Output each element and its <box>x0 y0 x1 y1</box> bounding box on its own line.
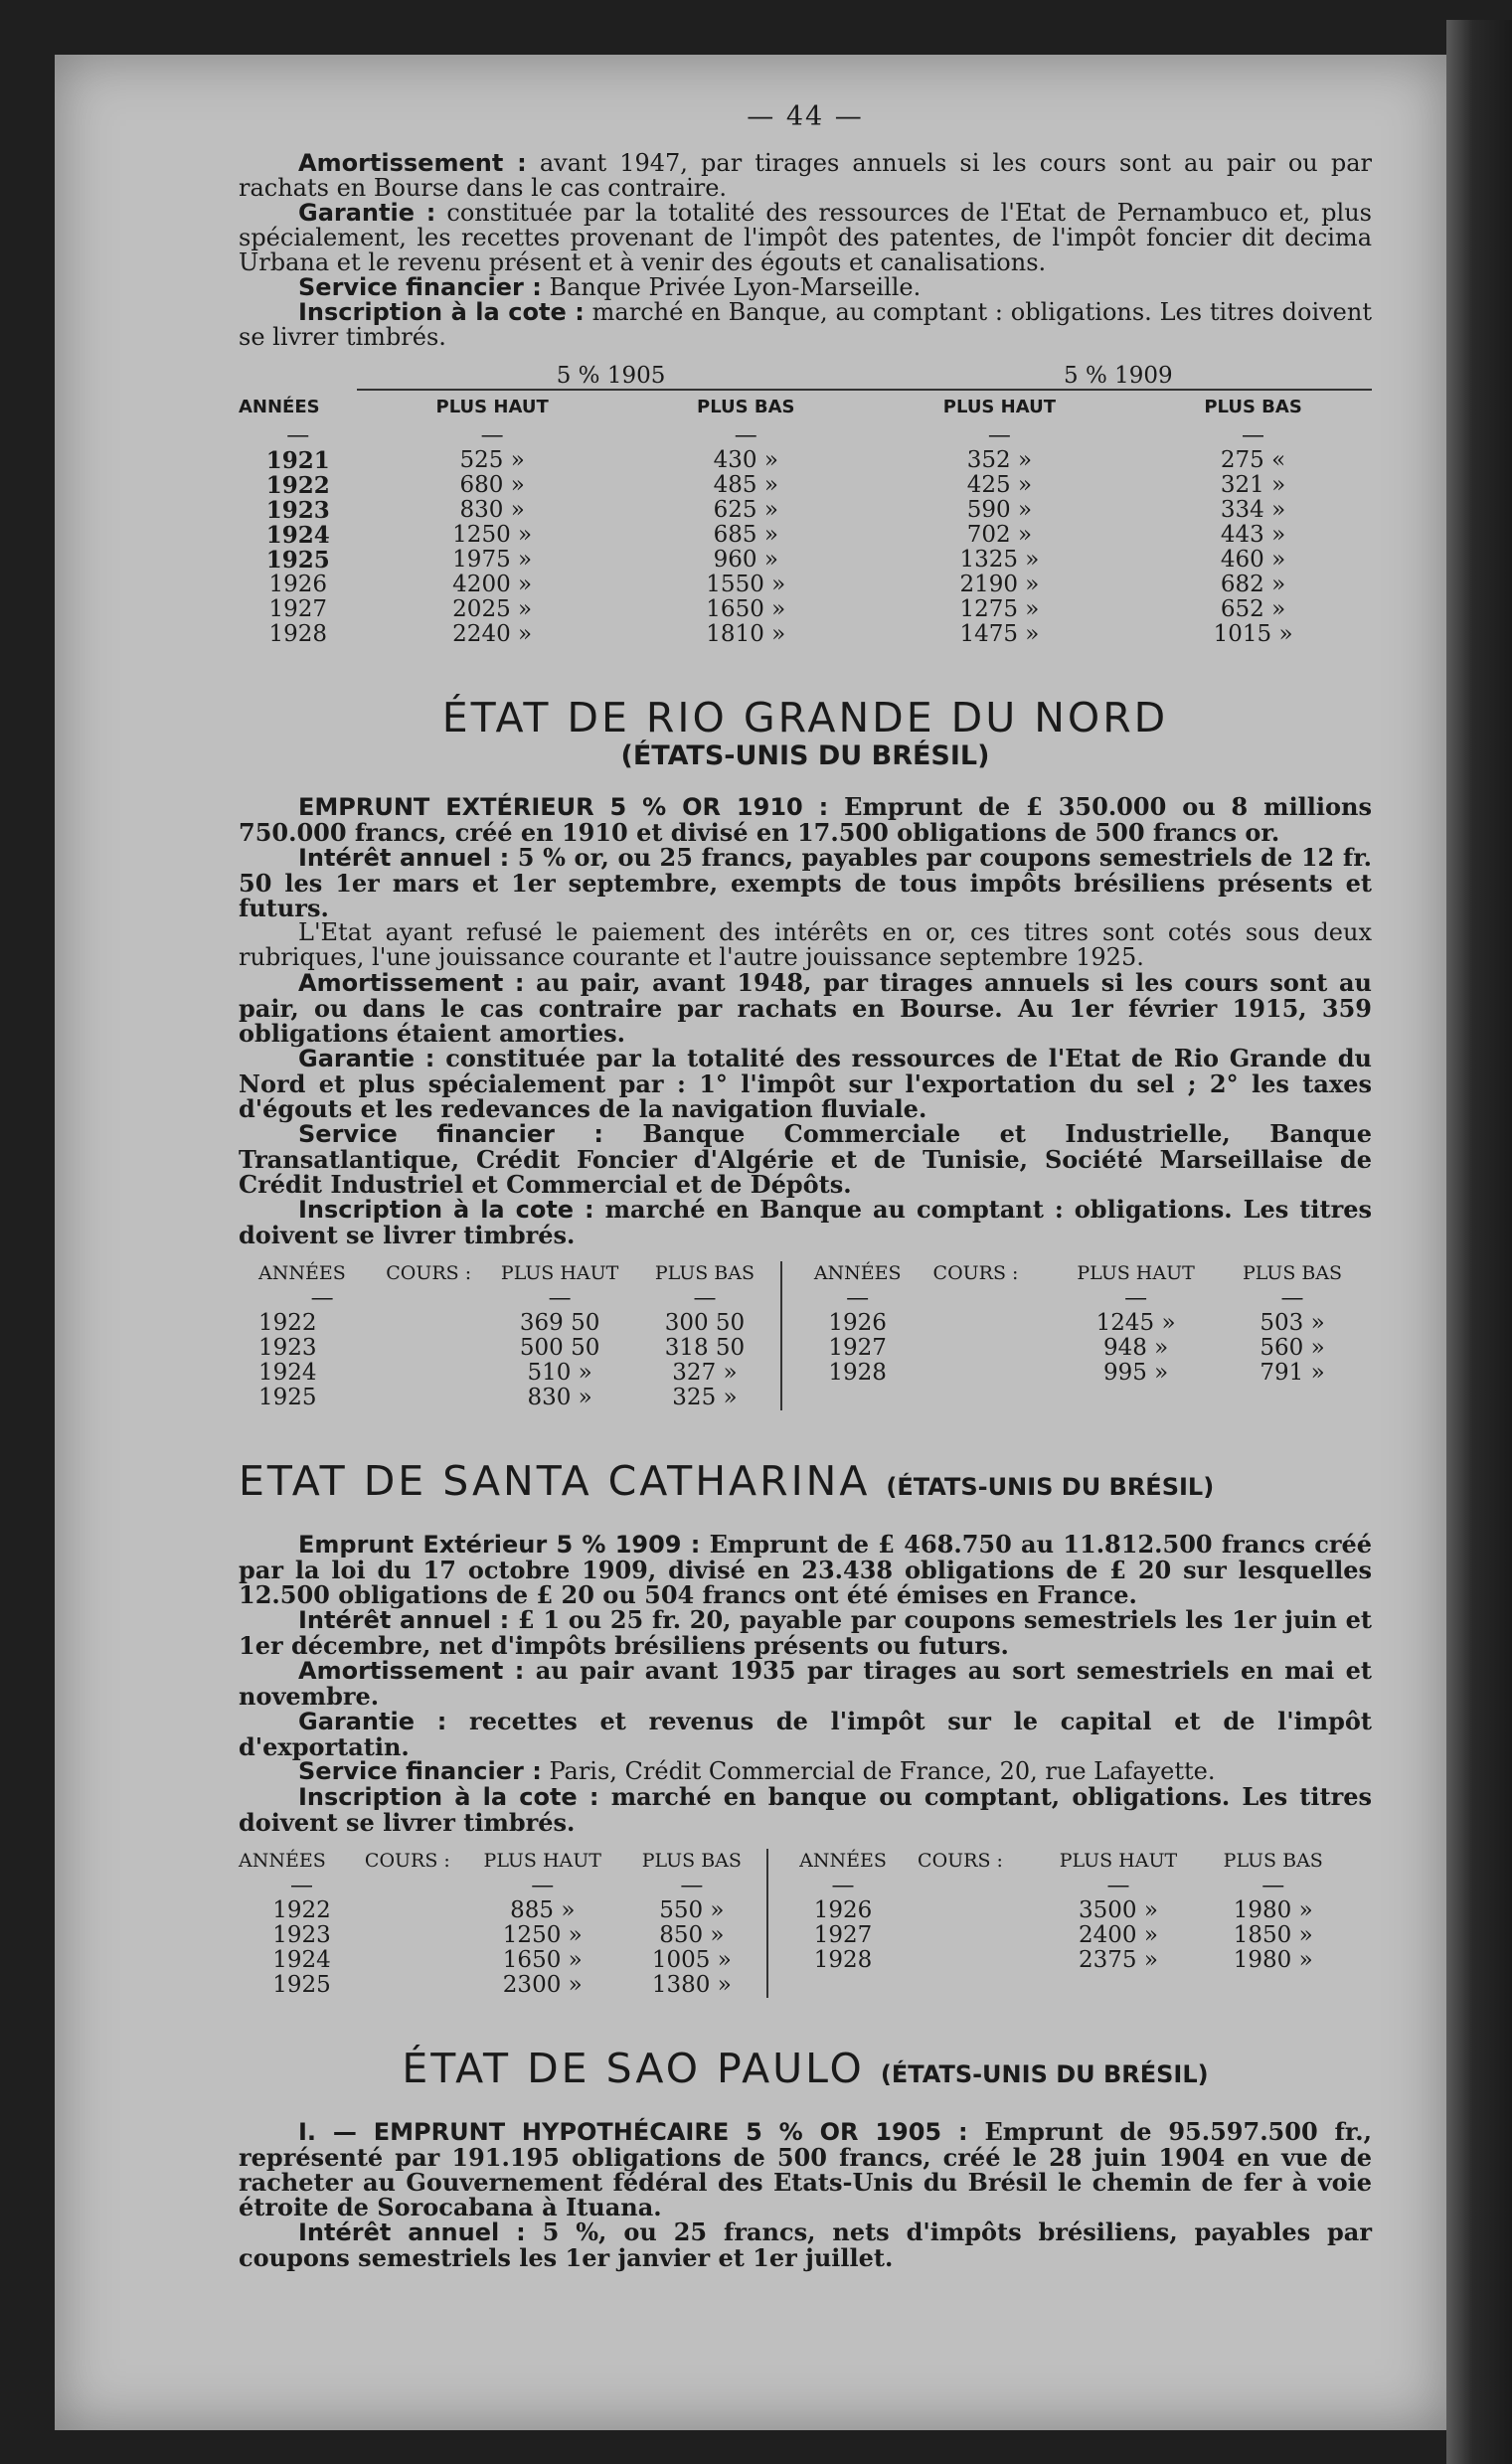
table-row: 1928 2240 » 1810 » 1475 » 1015 » <box>268 621 1293 647</box>
pernambuco-table: 5 % 1905 5 % 1909 ANNÉES PLUS HAUT PLUS BAS PLUS HAUT PLUS BAS — — — — — 1921 525 » 430 » 352 » 275 « 1922 680 » 485 » 425 » 321 » 1923 830 » 625 » 590 » 334 » 1924 1250 » 685 » 702 » 443 » 1925 1975 » 960 » 1325 » 460 » 1926 4200 » 1550 » 2190 » 682 » 1927 2025 » 1650 » 1275 » 652 » 1928 2240 » 1810 » 1475 » 1015 » <box>239 364 1372 647</box>
col-low-1909: PLUS BAS <box>1204 397 1302 417</box>
table-row: 1926 4200 » 1550 » 2190 » 682 » <box>268 572 1286 597</box>
group-1909: 5 % 1909 <box>865 364 1372 390</box>
page-edge <box>1446 20 1512 2464</box>
rio-garantie: Garantie : constituée par la totalité des ressources de l'Etat de Rio Grande du Nord et plus spécialement par : 1° l'impôt sur l'exportation du sel ; 2° les taxes d'égouts et les redevances de la navigation fluviale. <box>239 1044 1372 1123</box>
page-number: — 44 — <box>747 101 864 132</box>
col-annees: ANNÉES <box>239 396 320 417</box>
pernambuco-service: Service financier : Banque Privée Lyon-Marseille. <box>298 273 922 301</box>
sao-interet: Intérêt annuel : 5 %, ou 25 francs, nets d'impôts brésiliens, payables par coupons semestriels les 1er janvier et 1er juillet. <box>239 2218 1372 2272</box>
pernambuco-garantie: Garantie : constituée par la totalité des ressources de l'Etat de Pernambuco et, plus spécialement, les recettes provenant de l'impôt des patentes, de l'impôt foncier dit decima Urbana et le revenu présent et à venir des égouts et canalisations. <box>239 199 1372 276</box>
table-row: 1921 525 » 430 » 352 » 275 « <box>265 447 1286 474</box>
col-low-1905: PLUS BAS <box>697 397 795 417</box>
rio-subtitle: (ÉTATS-UNIS DU BRÉSIL) <box>620 740 990 771</box>
santa-service: Service financier : Paris, Crédit Commercial de France, 20, rue Lafayette. <box>298 1757 1216 1785</box>
table-row: 1922 885 » 550 » 1926 3500 » 1980 » <box>272 1897 1313 1923</box>
table-row: 1927 2025 » 1650 » 1275 » 652 » <box>268 596 1286 622</box>
pernambuco-amortissement: Amortissement : avant 1947, par tirages annuels si les cours sont au pair ou par rachats en Bourse dans le cas contraire. <box>239 149 1372 202</box>
rio-service: Service financier : Banque Commerciale et Industrielle, Banque Transatlantique, Crédit Foncier d'Algérie et de Tunisie, Société Marseillaise de Crédit Industriel et Commercial et de Dépôts. <box>239 1119 1372 1199</box>
rio-emprunt: EMPRUNT EXTÉRIEUR 5 % OR 1910 : Emprunt de £ 350.000 ou 8 millions 750.000 francs, créé en 1910 et divisé en 17.500 obligations de 500 francs or. <box>239 792 1373 847</box>
rio-etat: L'Etat ayant refusé le paiement des intérêts en or, ces titres sont cotés sous deux rubriques, l'une jouissance courante et l'autre jouissance septembre 1925. <box>239 918 1372 971</box>
santa-title: ETAT DE SANTA CATHARINA (ÉTATS-UNIS DU BRÉSIL) <box>239 1457 1215 1505</box>
table-row: 1922 680 » 485 » 425 » 321 » <box>265 472 1286 499</box>
document-content <box>239 101 1373 2272</box>
santa-interet: Intérêt annuel : £ 1 ou 25 fr. 20, payable par coupons semestriels les 1er juin et 1er décembre, net d'impôts brésiliens présents ou futurs. <box>239 1605 1373 1660</box>
table-row: 1922 369 50 300 50 1926 1245 » 503 » <box>258 1310 1325 1336</box>
sao-emprunt: I. — EMPRUNT HYPOTHÉCAIRE 5 % OR 1905 : Emprunt de 95.597.500 fr., représenté par 191.195 obligations de 500 francs, créé le 28 juin 1904 en vue de racheter au Gouvernement fédéral des Etats-Unis du Brésil le chemin de fer à voie étroite de Sorocabana à Ituana. <box>239 2117 1372 2221</box>
table-row: 1924 1650 » 1005 » 1928 2375 » 1980 » <box>272 1947 1313 1973</box>
col-high-1909: PLUS HAUT <box>942 397 1056 417</box>
santa-garantie: Garantie : recettes et revenus de l'impôt sur le capital et de l'impôt d'exportatin. <box>239 1707 1372 1761</box>
table-row: 1925 1975 » 960 » 1325 » 460 » <box>265 547 1286 574</box>
sao-title: ÉTAT DE SAO PAULO (ÉTATS-UNIS DU BRÉSIL) <box>402 2045 1209 2092</box>
table-row: 1923 1250 » 850 » 1927 2400 » 1850 » <box>272 1922 1313 1948</box>
sao-body <box>239 2119 1372 2270</box>
table-row: 1923 500 50 318 50 1927 948 » 560 » <box>258 1335 1325 1361</box>
group-1905: 5 % 1905 <box>357 364 864 390</box>
table-row: 1925 830 » 325 » <box>258 1386 1362 1410</box>
santa-emprunt: Emprunt Extérieur 5 % 1909 : Emprunt de £ 468.750 au 11.812.500 francs créé par la loi du 17 octobre 1909, divisé en 23.438 obligations de £ 20 sur lesquelles 12.500 obligations de £ 20 ou 504 francs ont été émises en France. <box>239 1530 1373 1609</box>
table-row: 1923 830 » 625 » 590 » 334 » <box>265 497 1286 524</box>
rio-body <box>239 794 1372 1247</box>
table-row: 1924 510 » 327 » 1928 995 » 791 » <box>258 1360 1325 1386</box>
rio-amortissement: Amortissement : au pair, avant 1948, par tirages annuels si les cours sont au pair, ou dans le cas contraire par rachats en Bourse. Au 1er février 1915, 359 obligations étaient amorties. <box>239 968 1373 1048</box>
rio-title: ÉTAT DE RIO GRANDE DU NORD <box>441 694 1169 741</box>
santa-table: ANNÉES COURS : PLUS HAUT PLUS BAS ANNÉES COURS : PLUS HAUT PLUS BAS — — — — — — 1922 885 » 550 » 1926 3500 » 1980 » 1923 1250 » 850 » 1927 2400 » 1850 » 1924 1650 » 1005 » 1928 2375 » 1980 » 1925 2300 » 1380 » <box>239 1849 1342 1998</box>
pernambuco-inscription: Inscription à la cote : marché en Banque, au comptant : obligations. Les titres doivent se livrer timbrés. <box>239 298 1372 351</box>
col-high-1905: PLUS HAUT <box>435 397 549 417</box>
santa-inscription: Inscription à la cote : marché en banque ou comptant, obligations. Les titres doivent se livrer timbrés. <box>239 1782 1372 1837</box>
table-row: 1925 2300 » 1380 » <box>239 1973 1342 1998</box>
rio-table: ANNÉES COURS : PLUS HAUT PLUS BAS ANNÉES COURS : PLUS HAUT PLUS BAS — — — — — — 1922 369 50 300 50 1926 1245 » 503 » 1923 500 50 318 50 1927 948 » 560 » 1924 510 » 327 » 1928 995 » 791 » 1925 830 » 325 » <box>258 1261 1362 1410</box>
santa-amortissement: Amortissement : au pair avant 1935 par tirages au sort semestriels en mai et novembre. <box>239 1656 1373 1711</box>
rio-interet: Intérêt annuel : 5 % or, ou 25 francs, payables par coupons semestriels de 12 fr. 50 les 1er mars et 1er septembre, exempts de tous impôts brésiliens présents et futurs. <box>239 843 1372 922</box>
santa-body <box>239 1532 1372 1835</box>
table-row: 1924 1250 » 685 » 702 » 443 » <box>265 522 1286 549</box>
rio-inscription: Inscription à la cote : marché en Banque au comptant : obligations. Les titres doivent se livrer timbrés. <box>239 1195 1372 1249</box>
